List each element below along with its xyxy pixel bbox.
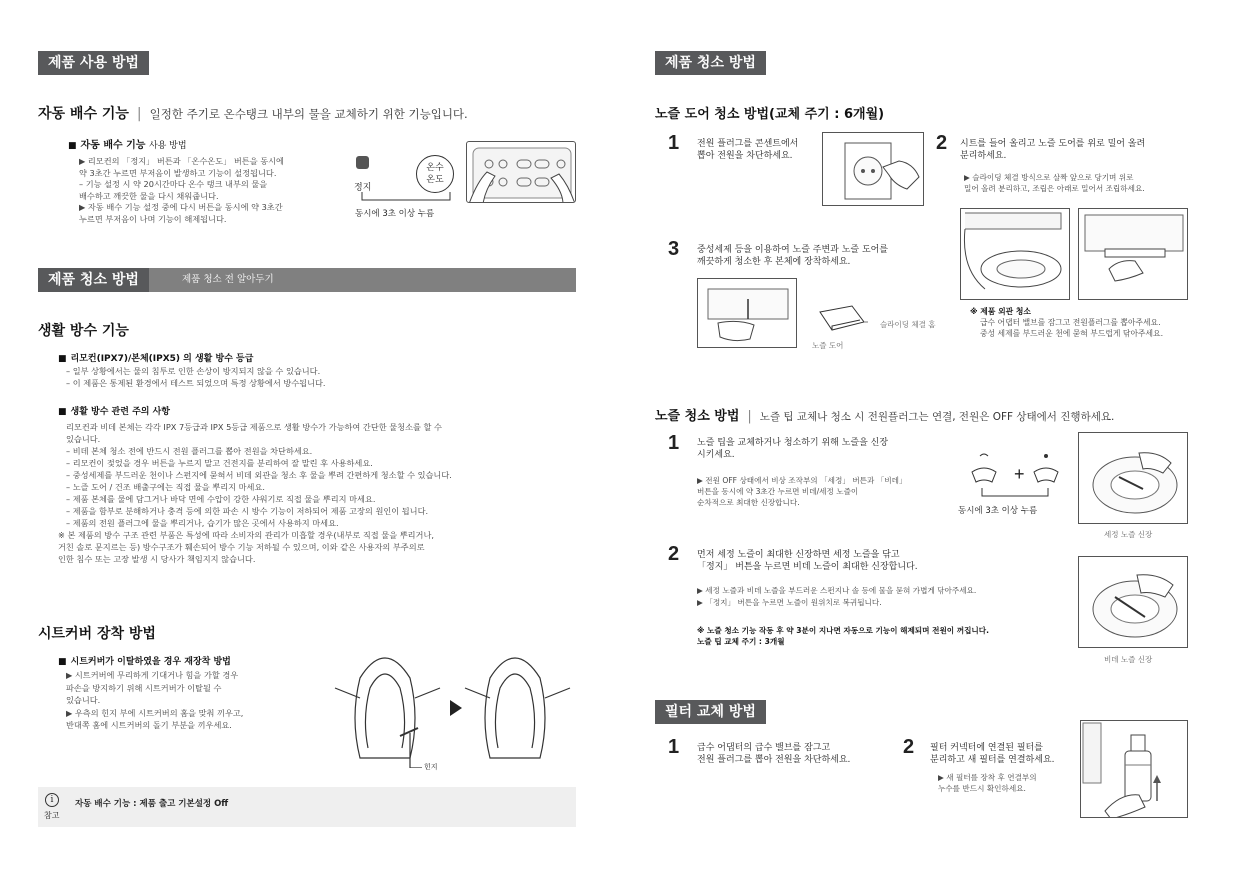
stop-button-label: 정지 bbox=[354, 183, 372, 193]
remote-control-illustration bbox=[466, 141, 576, 203]
nozzle-door-step2-text bbox=[960, 138, 1145, 162]
nozzle-door-label: 노즐 도어 bbox=[812, 341, 844, 350]
text-line: 노즐 팁을 교체하거나 청소하기 위해 노즐을 신장 bbox=[697, 438, 889, 448]
nozzle-step2-text bbox=[697, 549, 918, 573]
bidet-nozzle-caption: 비데 노즐 신장 bbox=[1104, 655, 1153, 664]
seat-cover-sub-text: 시트커버가 이탈하였을 경우 재장착 방법 bbox=[70, 657, 231, 667]
nozzle-step2-number: 2 bbox=[668, 543, 680, 565]
auto-drain-title-text: 자동 배수 기능 bbox=[38, 106, 129, 122]
temp-button-icon bbox=[416, 155, 454, 193]
stop-button-icon bbox=[356, 156, 369, 169]
filter-step1-text bbox=[697, 742, 850, 766]
filter-step2-text bbox=[930, 742, 1054, 766]
waterproof-sub1-text: 리모컨(IPX7)/본체(IPX5) 의 생활 방수 등급 bbox=[70, 354, 254, 364]
nozzle-clean-title: 노즐 청소 방법 | 노즐 팁 교체나 청소 시 전원플러그는 연결, 전원은 OFF 상태에서 진행하세요. bbox=[655, 409, 1115, 424]
text-line: ▶ 새 필터를 장착 후 연결부의 bbox=[938, 773, 1037, 782]
info-icon: i bbox=[45, 793, 59, 807]
text-line: – 이 제품은 통제된 환경에서 테스트 되었으며 특정 상황에서 방수됩니다. bbox=[66, 377, 326, 388]
text-line: 버튼을 동시에 약 3초간 누르면 비데/세정 노즐이 bbox=[697, 487, 859, 496]
text-line: – 제품의 전원 플러그에 물을 뿌리거나, 습기가 많은 곳에서 사용하지 마세요. bbox=[66, 518, 339, 528]
nozzle-clean-desc: 노즐 팁 교체나 청소 시 전원플러그는 연결, 전원은 OFF 상태에서 진행하세요. bbox=[759, 411, 1115, 423]
press-note: 동시에 3초 이상 누름 bbox=[355, 209, 435, 219]
auto-drain-desc: 일정한 주기로 온수탱크 내부의 물을 교체하기 위한 기능입니다. bbox=[149, 107, 468, 121]
waterproof-sub2: ■ 생활 방수 관련 주의 사항 bbox=[58, 407, 170, 417]
section-header-filter: 필터 교체 방법 bbox=[655, 700, 766, 724]
text-line: ▶ 자동 배수 기능 설정 중에 다시 버튼을 동시에 약 3초간 bbox=[79, 202, 283, 212]
note-text: 자동 배수 기능 : 제품 출고 기본설정 Off bbox=[75, 799, 229, 809]
text-line: 순차적으로 최대한 신장합니다. bbox=[697, 498, 800, 507]
press-bracket-icon bbox=[360, 190, 460, 204]
nozzle-step1-number: 1 bbox=[668, 432, 680, 454]
text-line: 중성세제 등을 이용하여 노즐 주변과 노즐 도어를 bbox=[697, 245, 889, 255]
text-line: 분리하고 새 필터를 연결하세요. bbox=[930, 755, 1055, 765]
text-line: – 제품 본체를 물에 담그거나 바닥 면에 수압이 강한 샤워기로 직접 물을 뿌리지 마세요. bbox=[66, 494, 376, 504]
text-line: 누수를 반드시 확인하세요. bbox=[938, 784, 1026, 793]
cleaning-header-label: 제품 청소 방법 bbox=[38, 268, 149, 292]
text-line: ▶ 우측의 힌지 부에 시트커버의 홈을 맞춰 끼우고, bbox=[66, 707, 244, 718]
hinge-label: 힌지 bbox=[424, 763, 438, 771]
text-line: ▶ 시트커버에 무리하게 기대거나 힘을 가할 경우 bbox=[66, 670, 239, 680]
seat-cover-lines bbox=[66, 669, 243, 732]
text-line: 시트를 들어 올리고 노즐 도어를 위로 밀어 올려 bbox=[960, 139, 1146, 149]
text-line: 급수 어댑터의 급수 밸브를 잠그고 bbox=[697, 743, 831, 753]
text-line: 노즐 팁 교체 주기 : 3개월 bbox=[697, 637, 785, 646]
text-line: ※ 본 제품의 방수 구조 관련 부품은 특성에 따라 소비자의 관리가 미흡할 경우(내부로 직접 물을 뿌리거나, bbox=[58, 530, 434, 540]
text-line: 누르면 부저음이 나며 기능이 해제됩니다. bbox=[79, 213, 227, 224]
text-line: – 비데 본체 청소 전에 반드시 전원 플러그를 뽑아 전원을 차단하세요. bbox=[66, 446, 313, 456]
temp-button-label-2: 온도 bbox=[426, 175, 444, 185]
text-line: ▶ 전원 OFF 상태에서 비상 조작부의 「세정」 버튼과 「비데」 bbox=[697, 476, 907, 485]
text-line: 뽑아 전원을 차단하세요. bbox=[697, 151, 793, 161]
text-line: 급수 어댑터 밸브를 잠그고 전원플러그를 뽑아주세요. bbox=[980, 318, 1161, 327]
nozzle-press-note: 동시에 3초 이상 누름 bbox=[958, 506, 1038, 516]
nozzle-door-part-icon bbox=[812, 302, 868, 334]
nozzle-step1-sub bbox=[697, 475, 907, 508]
section-header-cleaning bbox=[38, 268, 576, 292]
text-line: ▶ 리모컨의 「정지」 버튼과 「온수온도」 버튼을 동시에 bbox=[79, 156, 284, 166]
text-line: – 중성세제를 부드러운 천이나 스펀지에 묻혀서 비데 외관을 청소 후 물을 뿌려 간편하게 청소할 수 있습니다. bbox=[66, 470, 452, 480]
filter-step2-number: 2 bbox=[903, 736, 915, 758]
text-line: 약 3초간 누르면 부저음이 발생하고 기능이 설정됩니다. bbox=[79, 167, 277, 178]
cleaning-header-sub: 제품 청소 전 알아두기 bbox=[182, 274, 274, 285]
text-line: 거친 솔로 문지르는 등) 방수구조가 훼손되어 방수 기능 저하될 수 있으며, 이와 같은 사용자의 부주의로 bbox=[58, 542, 425, 552]
nozzle-step2-sub bbox=[697, 585, 976, 609]
nozzle-door-step1-number: 1 bbox=[668, 132, 680, 154]
seat-lift-illustration bbox=[960, 208, 1070, 300]
exterior-cleaning-note bbox=[970, 306, 1163, 339]
nozzle-door-title: 노즐 도어 청소 방법(교체 주기 : 6개월) bbox=[655, 107, 885, 122]
text-line: 배수하고 깨끗한 물을 다시 채워줍니다. bbox=[79, 190, 219, 201]
waterproof-title: 생활 방수 기능 bbox=[38, 323, 129, 339]
cleansing-nozzle-caption: 세정 노즐 신장 bbox=[1104, 530, 1153, 539]
nozzle-warning bbox=[697, 625, 989, 647]
text-line: ▶ 세정 노즐과 비데 노즐을 부드러운 스펀지나 솔 등에 물을 묻혀 가볍게 닦아주세요. bbox=[697, 586, 977, 595]
seat-cover-title: 시트커버 장착 방법 bbox=[38, 626, 156, 642]
text-line: 「정지」 버튼을 누르면 비데 노즐이 최대한 신장합니다. bbox=[697, 562, 918, 572]
cleansing-nozzle-illustration bbox=[1078, 432, 1188, 524]
power-plug-illustration bbox=[822, 132, 924, 206]
waterproof-sub1: ■ 리모컨(IPX7)/본체(IPX5) 의 생활 방수 등급 bbox=[58, 354, 254, 364]
bidet-nozzle-illustration bbox=[1078, 556, 1188, 648]
nozzle-door-step3-text bbox=[697, 244, 888, 268]
auto-drain-title: 자동 배수 기능 | 일정한 주기로 온수탱크 내부의 물을 교체하기 위한 기능입니다. bbox=[38, 106, 468, 122]
nozzle-door-remove-illustration bbox=[1078, 208, 1188, 300]
text-line: 먼저 세정 노즐이 최대한 신장하면 세정 노즐을 닦고 bbox=[697, 550, 900, 560]
filter-step1-number: 1 bbox=[668, 736, 680, 758]
nozzle-door-clean-illustration bbox=[697, 278, 797, 348]
text-line: – 일부 상황에서는 물의 침투로 인한 손상이 방지되지 않을 수 있습니다. bbox=[66, 366, 321, 376]
text-line: 깨끗하게 청소한 후 본체에 장착하세요. bbox=[697, 257, 851, 267]
text-line: – 기능 설정 시 약 20시간마다 온수 탱크 내부의 물을 bbox=[79, 179, 268, 189]
text-line: 전원 플러그를 콘센트에서 bbox=[697, 139, 799, 149]
waterproof-sub2-lines bbox=[58, 421, 452, 565]
nozzle-step1-text bbox=[697, 437, 888, 461]
waterproof-sub2-text: 생활 방수 관련 주의 사항 bbox=[70, 407, 170, 417]
text-line: 인한 침수 또는 고장 발생 시 당사가 책임지지 않습니다. bbox=[58, 554, 256, 564]
text-line: 있습니다. bbox=[66, 434, 101, 444]
note-icon-label: 참고 bbox=[44, 811, 60, 820]
text-line: 밀어 올려 분리하고, 조립은 아래로 밀어서 조립하세요. bbox=[964, 184, 1145, 193]
seat-cover-illustration bbox=[330, 638, 580, 768]
text-line: 분리하세요. bbox=[960, 151, 1007, 161]
auto-drain-subtitle-small: 사용 방법 bbox=[148, 141, 187, 151]
exterior-cleaning-title: ※ 제품 외관 청소 bbox=[970, 307, 1031, 316]
text-line: 중성 세제를 부드러운 천에 묻혀 부드럽게 닦아주세요. bbox=[980, 329, 1164, 338]
section-header-usage: 제품 사용 방법 bbox=[38, 51, 149, 75]
svg-text:+: + bbox=[1014, 464, 1025, 484]
auto-drain-subtitle-text: 자동 배수 기능 bbox=[80, 140, 146, 151]
text-line: ※ 노즐 청소 기능 작동 후 약 3분이 지나면 자동으로 기능이 해제되며 전원이 꺼집니다. bbox=[697, 626, 989, 635]
text-line: 파손을 방지하기 위해 시트커버가 이탈될 수 bbox=[66, 682, 222, 693]
nozzle-door-step1-text bbox=[697, 138, 798, 162]
text-line: – 제품을 함부로 분해하거나 충격 등에 의한 파손 시 방수 기능이 저하되어 제품 고장의 원인이 됩니다. bbox=[66, 506, 429, 516]
text-line: 있습니다. bbox=[66, 695, 101, 705]
auto-drain-instructions bbox=[79, 156, 284, 225]
text-line: ▶ 슬라이딩 체결 방식으로 살짝 앞으로 당기며 위로 bbox=[964, 173, 1134, 182]
text-line: ▶ 「정지」 버튼을 누르면 노즐이 원위치로 복귀됩니다. bbox=[697, 598, 882, 607]
nozzle-door-step2-number: 2 bbox=[936, 132, 948, 154]
nozzle-clean-title-text: 노즐 청소 방법 bbox=[655, 409, 740, 424]
nozzle-door-step3-number: 3 bbox=[668, 238, 680, 260]
waterproof-sub1-lines bbox=[66, 366, 326, 389]
text-line: 시키세요. bbox=[697, 450, 735, 460]
section-header-cleaning-right: 제품 청소 방법 bbox=[655, 51, 766, 75]
text-line: 반대쪽 홈에 시트커버의 돌기 부분을 끼우세요. bbox=[66, 720, 232, 730]
text-line: 필터 커넥터에 연결된 필터를 bbox=[930, 743, 1043, 753]
nozzle-buttons-icon bbox=[956, 448, 1066, 498]
filter-replace-illustration bbox=[1080, 720, 1188, 818]
filter-step2-sub bbox=[938, 772, 1037, 794]
text-line: 리모컨과 비데 본체는 각각 IPX 7등급과 IPX 5등급 제품으로 생활 방수가 가능하여 간단한 물청소를 할 수 bbox=[66, 422, 442, 432]
nozzle-door-step2-sub bbox=[964, 172, 1145, 194]
temp-button-label-1: 온수 bbox=[426, 163, 444, 173]
text-line: – 리모컨이 젖었을 경우 버튼을 누르지 말고 건전지를 분리하여 잘 말린 후 사용하세요. bbox=[66, 458, 373, 468]
text-line: 전원 플러그를 뽑아 전원을 차단하세요. bbox=[697, 755, 851, 765]
text-line: – 노즐 도어 / 건조 배출구에는 직접 물을 뿌리지 마세요. bbox=[66, 482, 265, 492]
auto-drain-subtitle: ■ 자동 배수 기능 사용 방법 bbox=[68, 140, 187, 151]
seat-cover-sub: ■ 시트커버가 이탈하였을 경우 재장착 방법 bbox=[58, 657, 231, 667]
sliding-groove-label: 슬라이딩 체결 홈 bbox=[880, 320, 936, 329]
